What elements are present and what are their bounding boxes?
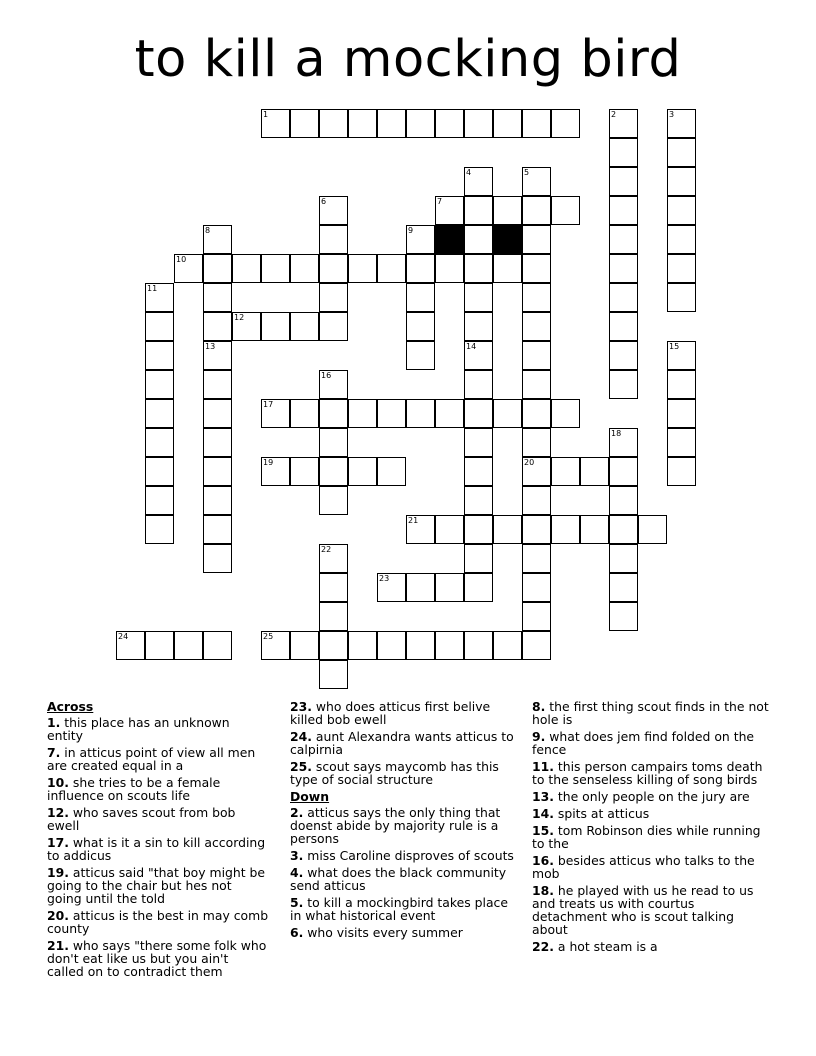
crossword-cell[interactable] bbox=[319, 486, 348, 515]
crossword-cell[interactable] bbox=[464, 573, 493, 602]
crossword-cell[interactable] bbox=[319, 660, 348, 689]
crossword-cell[interactable] bbox=[464, 196, 493, 225]
crossword-cell[interactable] bbox=[522, 196, 551, 225]
crossword-cell[interactable] bbox=[319, 631, 348, 660]
crossword-cell[interactable] bbox=[261, 399, 290, 428]
crossword-cell[interactable] bbox=[551, 399, 580, 428]
clue-down-5: 5. to kill a mockingbird takes place in what historical event bbox=[290, 895, 508, 923]
crossword-cell[interactable] bbox=[522, 544, 551, 573]
crossword-cell[interactable] bbox=[464, 312, 493, 341]
crossword-cell[interactable] bbox=[319, 196, 348, 225]
crossword-cell[interactable] bbox=[406, 341, 435, 370]
clue-across-24: 24. aunt Alexandra wants atticus to calpirnia bbox=[290, 729, 514, 757]
crossword-cell[interactable] bbox=[609, 602, 638, 631]
crossword-cell[interactable] bbox=[522, 602, 551, 631]
clue-across-10: 10. she tries to be a female influence on scouts life bbox=[47, 775, 221, 803]
crossword-cell[interactable] bbox=[609, 370, 638, 399]
crossword-cell[interactable] bbox=[609, 109, 638, 138]
crossword-cell[interactable] bbox=[145, 515, 174, 544]
crossword-cell[interactable] bbox=[464, 370, 493, 399]
crossword-cell[interactable] bbox=[232, 312, 261, 341]
crossword-cell[interactable] bbox=[203, 486, 232, 515]
crossword-cell[interactable] bbox=[145, 399, 174, 428]
crossword-cell[interactable] bbox=[522, 457, 551, 486]
clue-down-2: 2. atticus says the only thing that doenst abide by majority rule is a persons bbox=[290, 805, 501, 846]
crossword-cell[interactable] bbox=[435, 109, 464, 138]
down-heading: Down bbox=[290, 789, 330, 804]
crossword-cell[interactable] bbox=[145, 457, 174, 486]
clue-across-17: 17. what is it a sin to kill according to addicus bbox=[47, 835, 266, 863]
clue-number: 2 bbox=[611, 110, 617, 119]
clue-number: 10 bbox=[176, 255, 187, 264]
crossword-cell[interactable] bbox=[493, 196, 522, 225]
clue-number: 22 bbox=[321, 545, 332, 554]
crossword-cell[interactable] bbox=[667, 109, 696, 138]
crossword-cell[interactable] bbox=[609, 515, 638, 544]
clue-number: 25 bbox=[263, 632, 274, 641]
crossword-cell[interactable] bbox=[493, 254, 522, 283]
puzzle-title: to kill a mocking bird bbox=[134, 30, 682, 89]
crossword-cell[interactable] bbox=[609, 254, 638, 283]
crossword-cell[interactable] bbox=[261, 631, 290, 660]
clue-number: 23 bbox=[379, 574, 390, 583]
crossword-cell[interactable] bbox=[609, 486, 638, 515]
clue-number: 15 bbox=[669, 342, 680, 351]
clue-down-4: 4. what does the black community send atticus bbox=[290, 865, 507, 893]
crossword-cell[interactable] bbox=[435, 254, 464, 283]
crossword-cell[interactable] bbox=[319, 399, 348, 428]
clue-number: 8 bbox=[205, 226, 211, 235]
crossword-cell[interactable] bbox=[406, 312, 435, 341]
clue-number: 20 bbox=[524, 458, 535, 467]
crossword-cell[interactable] bbox=[406, 225, 435, 254]
crossword-cell[interactable] bbox=[522, 370, 551, 399]
crossword-cell[interactable] bbox=[203, 631, 232, 660]
crossword-cell[interactable] bbox=[290, 312, 319, 341]
crossword-cell[interactable] bbox=[348, 109, 377, 138]
crossword-cell[interactable] bbox=[145, 631, 174, 660]
crossword-cell[interactable] bbox=[319, 428, 348, 457]
clue-number: 4 bbox=[466, 168, 472, 177]
across-heading: Across bbox=[47, 699, 94, 714]
crossword-cell[interactable] bbox=[290, 254, 319, 283]
crossword-cell[interactable] bbox=[667, 428, 696, 457]
crossword-cell[interactable] bbox=[261, 312, 290, 341]
crossword-cell[interactable] bbox=[261, 254, 290, 283]
clue-number: 16 bbox=[321, 371, 332, 380]
crossword-cell[interactable] bbox=[667, 283, 696, 312]
crossword-cell[interactable] bbox=[464, 515, 493, 544]
clue-down-3: 3. miss Caroline disproves of scouts bbox=[290, 848, 514, 863]
crossword-cell[interactable] bbox=[493, 515, 522, 544]
clue-down-14: 14. spits at atticus bbox=[532, 806, 650, 821]
crossword-cell[interactable] bbox=[348, 457, 377, 486]
crossword-cell[interactable] bbox=[609, 138, 638, 167]
crossword-cell[interactable] bbox=[203, 254, 232, 283]
crossword-cell[interactable] bbox=[319, 109, 348, 138]
crossword-cell[interactable] bbox=[551, 109, 580, 138]
crossword-cell[interactable] bbox=[464, 544, 493, 573]
crossword-cell[interactable] bbox=[464, 341, 493, 370]
clue-across-25: 25. scout says maycomb has this type of social structure bbox=[290, 759, 499, 787]
crossword-cell[interactable] bbox=[319, 312, 348, 341]
clue-column-2 bbox=[290, 700, 520, 943]
clue-number: 13 bbox=[205, 342, 216, 351]
crossword-cell[interactable] bbox=[522, 399, 551, 428]
crossword-cell[interactable] bbox=[551, 196, 580, 225]
clue-down-18: 18. he played with us he read to us and treats us with courtus detachment who is scout talking about bbox=[532, 883, 754, 937]
crossword-cell[interactable] bbox=[522, 631, 551, 660]
crossword-cell[interactable] bbox=[377, 109, 406, 138]
crossword-cell[interactable] bbox=[290, 109, 319, 138]
crossword-cell[interactable] bbox=[551, 457, 580, 486]
crossword-cell[interactable] bbox=[609, 573, 638, 602]
clue-across-19: 19. atticus said "that boy might be going to the chair but hes not going until the told bbox=[47, 865, 266, 906]
clue-down-8: 8. the first thing scout finds in the not hole is bbox=[532, 699, 769, 727]
crossword-cell[interactable] bbox=[609, 196, 638, 225]
crossword-cell[interactable] bbox=[203, 370, 232, 399]
clue-number: 21 bbox=[408, 516, 419, 525]
clue-across-20: 20. atticus is the best in may comb county bbox=[47, 908, 269, 936]
crossword-cell[interactable] bbox=[464, 428, 493, 457]
crossword-cell[interactable] bbox=[493, 399, 522, 428]
crossword-cell[interactable] bbox=[667, 196, 696, 225]
crossword-cell[interactable] bbox=[203, 225, 232, 254]
crossword-cell[interactable] bbox=[667, 399, 696, 428]
clue-number: 9 bbox=[408, 226, 414, 235]
crossword-cell[interactable] bbox=[667, 254, 696, 283]
crossword-cell[interactable] bbox=[145, 341, 174, 370]
crossword-cell[interactable] bbox=[348, 631, 377, 660]
crossword-cell[interactable] bbox=[667, 225, 696, 254]
crossword-cell[interactable] bbox=[609, 167, 638, 196]
clue-across-1: 1. this place has an unknown entity bbox=[47, 715, 230, 743]
clue-number: 1 bbox=[263, 110, 269, 119]
clue-down-6: 6. who visits every summer bbox=[290, 925, 463, 940]
crossword-cell[interactable] bbox=[406, 254, 435, 283]
crossword-cell[interactable] bbox=[464, 283, 493, 312]
crossword-cell[interactable] bbox=[580, 515, 609, 544]
crossword-cell[interactable] bbox=[203, 341, 232, 370]
crossword-cell[interactable] bbox=[319, 544, 348, 573]
crossword-cell[interactable] bbox=[522, 341, 551, 370]
clue-across-7: 7. in atticus point of view all men are created equal in a bbox=[47, 745, 256, 773]
crossword-cell[interactable] bbox=[667, 370, 696, 399]
crossword-cell[interactable] bbox=[406, 283, 435, 312]
clue-down-11: 11. this person campairs toms death to the senseless killing of song birds bbox=[532, 759, 763, 787]
crossword-cell[interactable] bbox=[464, 486, 493, 515]
crossword-cell[interactable] bbox=[290, 631, 319, 660]
crossword-cell[interactable] bbox=[261, 457, 290, 486]
clue-column-1 bbox=[47, 700, 269, 982]
clue-number: 14 bbox=[466, 342, 477, 351]
crossword-cell[interactable] bbox=[522, 225, 551, 254]
crossword-cell[interactable] bbox=[522, 167, 551, 196]
crossword-cell[interactable] bbox=[319, 370, 348, 399]
crossword-cell[interactable] bbox=[667, 138, 696, 167]
crossword-cell[interactable] bbox=[522, 254, 551, 283]
crossword-cell[interactable] bbox=[522, 428, 551, 457]
crossword-cell[interactable] bbox=[435, 515, 464, 544]
crossword-cell[interactable] bbox=[406, 399, 435, 428]
crossword-cell[interactable] bbox=[116, 631, 145, 660]
crossword-cell[interactable] bbox=[290, 457, 319, 486]
crossword-cell[interactable] bbox=[145, 486, 174, 515]
crossword-cell[interactable] bbox=[464, 109, 493, 138]
crossword-cell[interactable] bbox=[377, 399, 406, 428]
crossword-cell[interactable] bbox=[319, 254, 348, 283]
crossword-cell[interactable] bbox=[609, 457, 638, 486]
crossword-cell[interactable] bbox=[203, 312, 232, 341]
crossword-cell[interactable] bbox=[145, 312, 174, 341]
crossword-cell[interactable] bbox=[406, 109, 435, 138]
crossword-cell[interactable] bbox=[609, 428, 638, 457]
crossword-cell[interactable] bbox=[203, 457, 232, 486]
clue-down-15: 15. tom Robinson dies while running to the bbox=[532, 823, 761, 851]
crossword-cell[interactable] bbox=[377, 631, 406, 660]
crossword-cell[interactable] bbox=[319, 573, 348, 602]
clue-number: 11 bbox=[147, 284, 158, 293]
crossword-cell[interactable] bbox=[145, 283, 174, 312]
crossword-cell[interactable] bbox=[290, 399, 319, 428]
crossword-cell[interactable] bbox=[493, 109, 522, 138]
clue-number: 24 bbox=[118, 632, 129, 641]
crossword-cell[interactable] bbox=[464, 225, 493, 254]
clue-number: 7 bbox=[437, 197, 443, 206]
crossword-cell[interactable] bbox=[609, 341, 638, 370]
crossword-cell[interactable] bbox=[609, 283, 638, 312]
clue-number: 6 bbox=[321, 197, 327, 206]
crossword-cell[interactable] bbox=[203, 428, 232, 457]
crossword-cell[interactable] bbox=[174, 254, 203, 283]
clue-number: 5 bbox=[524, 168, 530, 177]
crossword-cell[interactable] bbox=[522, 515, 551, 544]
crossword-cell[interactable] bbox=[406, 515, 435, 544]
crossword-cell[interactable] bbox=[609, 544, 638, 573]
clue-down-16: 16. besides atticus who talks to the mob bbox=[532, 853, 755, 881]
crossword-cell[interactable] bbox=[522, 312, 551, 341]
clue-down-13: 13. the only people on the jury are bbox=[532, 789, 750, 804]
crossword-cell[interactable] bbox=[145, 370, 174, 399]
crossword-cell[interactable] bbox=[203, 515, 232, 544]
crossword-cell[interactable] bbox=[406, 573, 435, 602]
clue-down-9: 9. what does jem find folded on the fence bbox=[532, 729, 755, 757]
clue-column-3 bbox=[532, 700, 770, 957]
clue-across-21: 21. who says "there some folk who don't eat like us but you ain't called on to contradict them bbox=[47, 938, 267, 979]
crossword-cell[interactable] bbox=[638, 515, 667, 544]
clue-number: 19 bbox=[263, 458, 274, 467]
crossword-cell[interactable] bbox=[203, 399, 232, 428]
crossword-cell[interactable] bbox=[551, 515, 580, 544]
crossword-cell[interactable] bbox=[319, 457, 348, 486]
crossword-cell[interactable] bbox=[435, 573, 464, 602]
crossword-cell[interactable] bbox=[464, 457, 493, 486]
crossword-cell[interactable] bbox=[319, 225, 348, 254]
clue-number: 3 bbox=[669, 110, 675, 119]
crossword-cell[interactable] bbox=[493, 631, 522, 660]
crossword-cell[interactable] bbox=[522, 573, 551, 602]
crossword-cell[interactable] bbox=[406, 631, 435, 660]
crossword-cell[interactable] bbox=[348, 254, 377, 283]
crossword-cell[interactable] bbox=[435, 399, 464, 428]
clue-number: 18 bbox=[611, 429, 622, 438]
crossword-cell[interactable] bbox=[464, 631, 493, 660]
crossword-cell[interactable] bbox=[319, 283, 348, 312]
crossword-cell[interactable] bbox=[522, 283, 551, 312]
clue-number: 17 bbox=[263, 400, 274, 409]
crossword-cell[interactable] bbox=[145, 428, 174, 457]
crossword-cell[interactable] bbox=[319, 602, 348, 631]
black-square bbox=[493, 225, 522, 254]
crossword-cell[interactable] bbox=[348, 399, 377, 428]
clue-down-22: 22. a hot steam is a bbox=[532, 939, 658, 954]
crossword-cell[interactable] bbox=[522, 486, 551, 515]
crossword-cell[interactable] bbox=[464, 167, 493, 196]
crossword-cell[interactable] bbox=[435, 631, 464, 660]
crossword-cell[interactable] bbox=[609, 225, 638, 254]
crossword-cell[interactable] bbox=[377, 254, 406, 283]
crossword-cell[interactable] bbox=[580, 457, 609, 486]
crossword-cell[interactable] bbox=[203, 283, 232, 312]
crossword-cell[interactable] bbox=[261, 109, 290, 138]
crossword-cell[interactable] bbox=[174, 631, 203, 660]
crossword-cell[interactable] bbox=[609, 312, 638, 341]
crossword-cell[interactable] bbox=[667, 341, 696, 370]
crossword-cell[interactable] bbox=[203, 544, 232, 573]
crossword-cell[interactable] bbox=[464, 399, 493, 428]
crossword-cell[interactable] bbox=[667, 167, 696, 196]
crossword-cell[interactable] bbox=[464, 254, 493, 283]
crossword-cell[interactable] bbox=[377, 573, 406, 602]
clue-number: 12 bbox=[234, 313, 245, 322]
crossword-cell[interactable] bbox=[667, 457, 696, 486]
clue-across-12: 12. who saves scout from bob ewell bbox=[47, 805, 236, 833]
black-square bbox=[435, 225, 464, 254]
crossword-cell[interactable] bbox=[522, 109, 551, 138]
clue-across-23: 23. who does atticus first belive killed bob ewell bbox=[290, 699, 491, 727]
crossword-cell[interactable] bbox=[232, 254, 261, 283]
crossword-cell[interactable] bbox=[377, 457, 406, 486]
crossword-cell[interactable] bbox=[435, 196, 464, 225]
